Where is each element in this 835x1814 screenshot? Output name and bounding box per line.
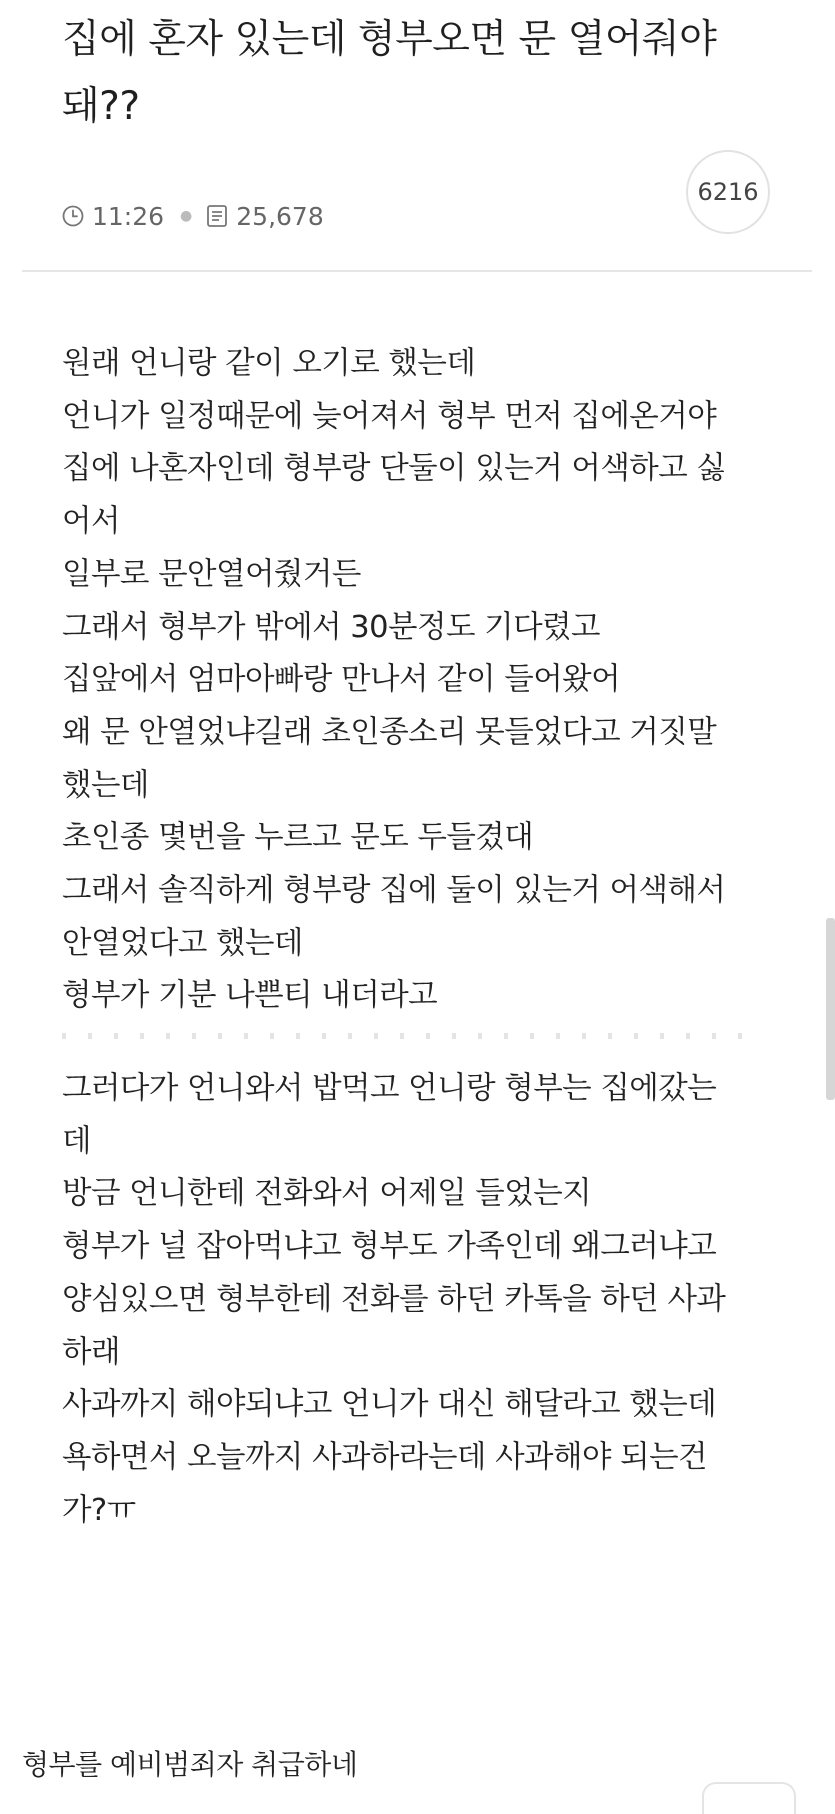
post-body-part1 [62,338,802,1023]
screenshot-seam [62,1033,762,1039]
body-line: 그러다가 언니와서 밥먹고 언니랑 형부는 집에갔는 [62,1071,717,1106]
body-line: 어서 [62,504,120,540]
body-line: 욕하면서 오늘까지 사과하라는데 사과해야 되는건 [62,1439,708,1475]
body-line: 원래 언니랑 같이 오기로 했는데 [62,346,476,381]
post-body-part2 [62,1063,802,1537]
body-line: 집에 나혼자인데 형부랑 단둘이 있는거 어색하고 싫 [62,451,726,487]
post-header [62,6,742,140]
body-line: 집앞에서 엄마아빠랑 만나서 같이 들어왔어 [62,662,621,698]
body-line: 사과까지 해야되냐고 언니가 대신 해달라고 했는데 [62,1387,717,1423]
comment-count: 6216 [697,178,759,206]
post-title-line: 집에 혼자 있는데 형부오면 문 열어줘야 [62,17,717,62]
meta-separator: ● [180,208,193,224]
header-divider [22,270,812,272]
body-line: 형부가 기분 나쁜티 내더라고 [62,978,438,1014]
comment-count-badge[interactable] [686,150,770,234]
body-line: 가?ㅠ [62,1492,136,1528]
bottom-caption: 형부를 예비범죄자 취급하네 [22,1748,358,1781]
body-line: 초인종 몇번을 누르고 문도 두들겼대 [62,820,534,856]
body-line: 방금 언니한테 전화와서 어제일 들었는지 [62,1176,592,1212]
post-title [62,6,742,140]
body-line: 하래 [62,1334,120,1370]
body-line: 형부가 널 잡아먹냐고 형부도 가족인데 왜그러냐고 [62,1229,717,1265]
floating-button-edge[interactable] [702,1782,796,1814]
clock-icon [60,203,86,229]
body-line: 그래서 솔직하게 형부랑 집에 둘이 있는거 어색해서 [62,873,726,909]
body-line: 데 [62,1123,91,1159]
body-line: 왜 문 안열었냐길래 초인종소리 못들었다고 거짓말 [62,714,717,750]
body-line: 그래서 형부가 밖에서 30분정도 기다렸고 [62,609,600,645]
view-count: 25,678 [236,201,324,231]
post-title-line: 돼?? [62,84,140,129]
body-line: 했는데 [62,767,149,803]
scrollbar-thumb[interactable] [826,918,835,1100]
body-line: 언니가 일정때문에 늦어져서 형부 먼저 집에온거야 [62,398,717,434]
document-icon [204,203,230,229]
body-line: 안열었다고 했는데 [62,925,303,961]
post-time: 11:26 [92,201,165,231]
body-line: 일부로 문안열어줬거든 [62,556,361,592]
post-meta [60,198,324,234]
body-line: 양심있으면 형부한테 전화를 하던 카톡을 하던 사과 [62,1281,726,1317]
